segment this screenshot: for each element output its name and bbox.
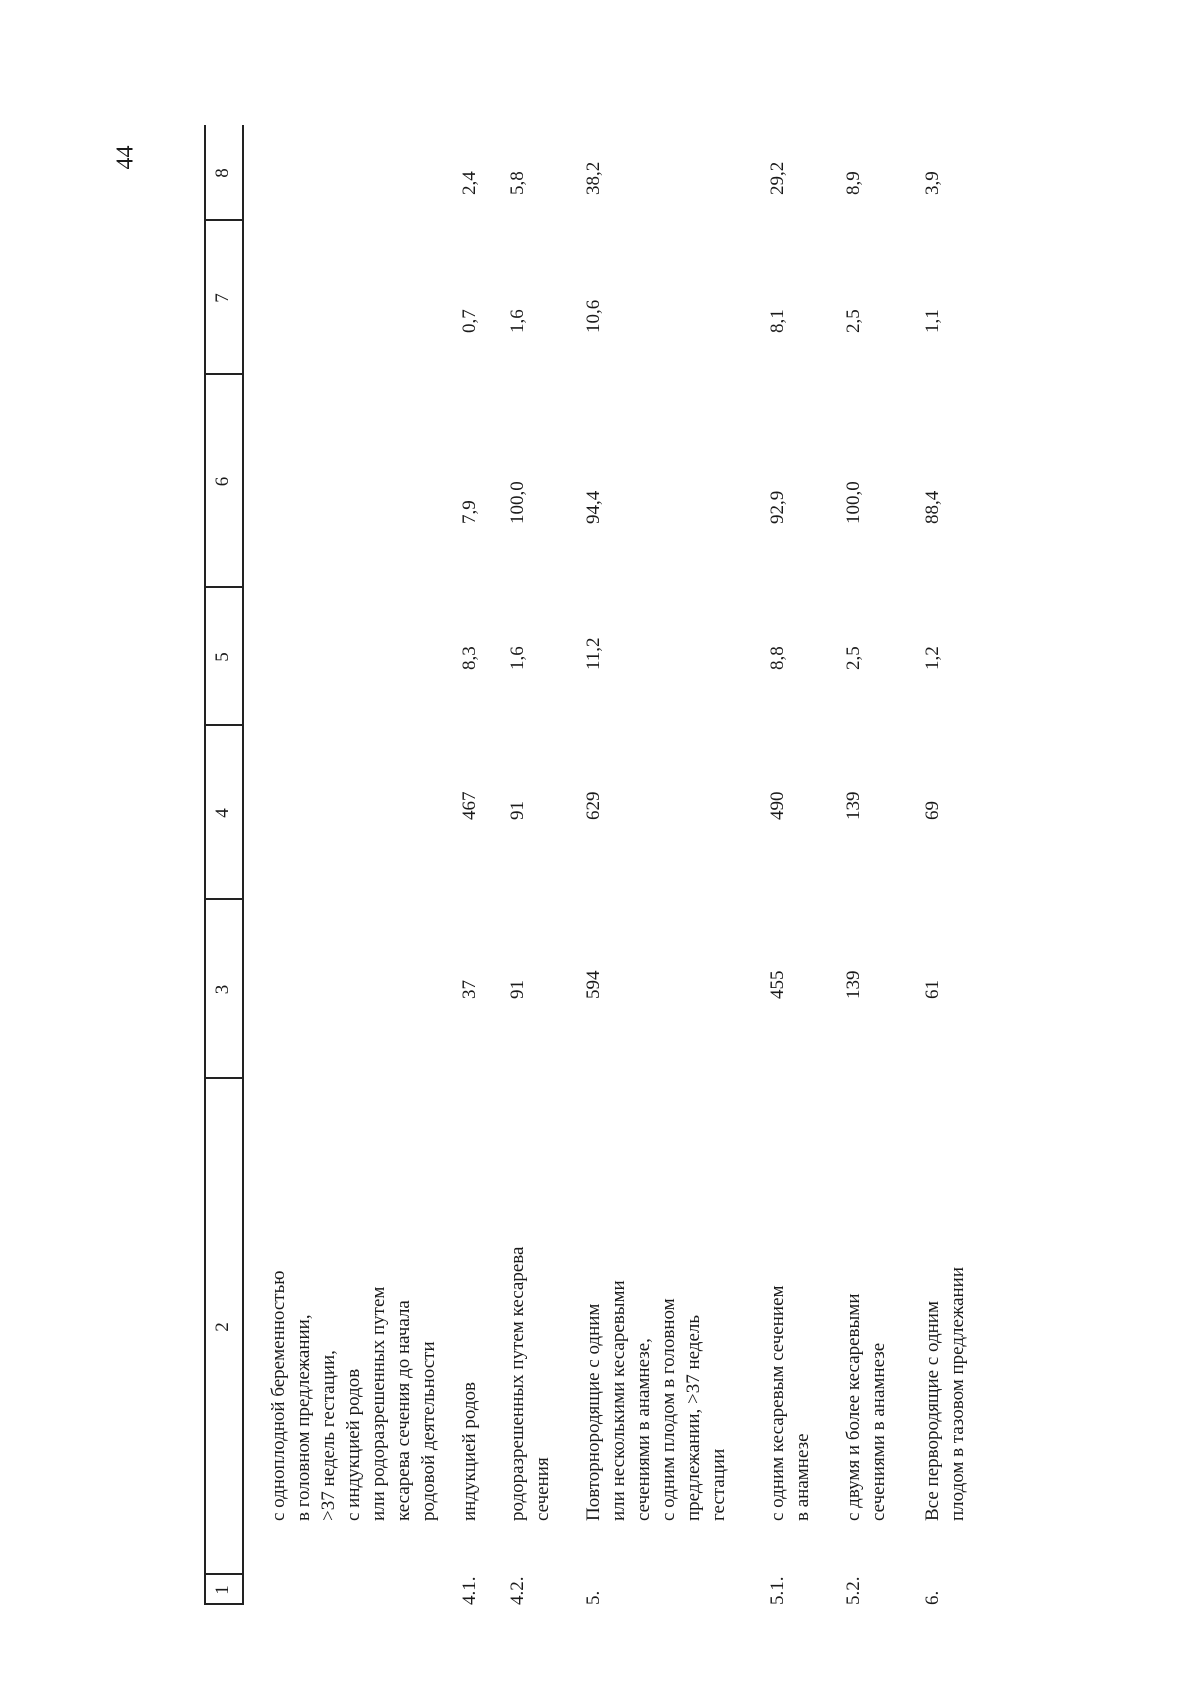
cell-col8: 2,4 xyxy=(459,171,480,195)
description-line: сечения xyxy=(532,1457,553,1521)
row-description xyxy=(581,1280,731,1521)
cell-col5: 8,3 xyxy=(459,646,480,670)
row-description xyxy=(841,1294,891,1522)
cell-col3: 61 xyxy=(922,980,943,999)
row-id: 5. xyxy=(583,1590,604,1605)
col-header-3: 3 xyxy=(212,984,233,995)
cell-col4: 91 xyxy=(507,801,528,820)
cell-col3: 594 xyxy=(583,970,604,999)
cell-col8: 8,9 xyxy=(843,171,864,195)
cell-col8: 5,8 xyxy=(507,171,528,195)
cell-col7: 1,6 xyxy=(507,309,528,333)
row-id: 5.1. xyxy=(767,1576,788,1605)
col-header-8: 8 xyxy=(212,168,233,178)
cell-col3: 139 xyxy=(843,970,864,999)
description-line: Все первородящие с одним xyxy=(922,1301,943,1521)
cell-col6: 100,0 xyxy=(507,481,528,524)
cell-col8: 29,2 xyxy=(767,161,788,195)
cell-col3: 91 xyxy=(507,980,528,999)
cell-col5: 11,2 xyxy=(583,637,604,670)
cell-col4: 629 xyxy=(583,791,604,820)
cell-col5: 8,8 xyxy=(767,646,788,670)
col-header-2: 2 xyxy=(212,1322,233,1332)
cell-col5: 1,2 xyxy=(922,646,943,670)
description-line: Повторнородящие с одним xyxy=(583,1303,604,1521)
col-header-5: 5 xyxy=(212,652,233,662)
cell-col3: 37 xyxy=(459,980,480,999)
row-id: 4.1. xyxy=(459,1576,480,1605)
cell-col4: 467 xyxy=(459,791,480,820)
description-line: или несколькими кесаревыми xyxy=(608,1280,629,1521)
description-line: >37 недель гестации, xyxy=(318,1350,339,1521)
cell-col8: 3,9 xyxy=(922,171,943,195)
continuation-description xyxy=(266,1271,441,1521)
description-line: с индукцией родов xyxy=(343,1368,364,1521)
col-header-6: 6 xyxy=(212,476,233,487)
cell-col7: 0,7 xyxy=(459,309,480,333)
cell-col3: 455 xyxy=(767,970,788,999)
description-line: гестации xyxy=(708,1448,729,1521)
description-line: с одним кесаревым сечением xyxy=(767,1285,788,1521)
cell-col4: 69 xyxy=(922,801,943,820)
cell-col4: 139 xyxy=(843,791,864,820)
description-line: с одноплодной беременностью xyxy=(268,1270,289,1521)
col-header-4: 4 xyxy=(212,808,233,818)
cell-col7: 8,1 xyxy=(767,309,788,333)
cell-col6: 7,9 xyxy=(459,500,480,524)
table-header-rule xyxy=(242,125,244,1605)
cell-col7: 10,6 xyxy=(583,299,604,333)
col-header-1: 1 xyxy=(212,1585,233,1595)
rotated-table xyxy=(204,125,1064,1605)
description-line: кесарева сечения до начала xyxy=(393,1300,414,1521)
row-id: 6. xyxy=(922,1590,943,1605)
description-line: родоразрешенных путем кесарева xyxy=(507,1246,528,1521)
cell-col5: 1,6 xyxy=(507,646,528,670)
description-line: или родоразрешенных путем xyxy=(368,1286,389,1521)
row-description xyxy=(505,1247,555,1521)
description-line: в анамнезе xyxy=(792,1433,813,1521)
cell-col5: 2,5 xyxy=(843,646,864,670)
cell-col6: 100,0 xyxy=(843,481,864,524)
cell-col6: 88,4 xyxy=(922,490,943,524)
description-line: с двумя и более кесаревыми xyxy=(843,1293,864,1521)
cell-col7: 1,1 xyxy=(922,309,943,333)
description-line: родовой деятельности xyxy=(418,1341,439,1521)
cell-col6: 94,4 xyxy=(583,490,604,524)
cell-col7: 2,5 xyxy=(843,309,864,333)
cell-col6: 92,9 xyxy=(767,490,788,524)
page-number: 44 xyxy=(112,145,139,170)
row-id: 4.2. xyxy=(507,1576,528,1605)
row-description xyxy=(920,1267,970,1521)
cell-col4: 490 xyxy=(767,791,788,820)
row-description xyxy=(457,1382,482,1521)
description-line: плодом в тазовом предлежании xyxy=(947,1266,968,1521)
row-id: 5.2. xyxy=(843,1576,864,1605)
description-line: с одним плодом в головном xyxy=(658,1298,679,1521)
cell-col8: 38,2 xyxy=(583,161,604,195)
col-header-7: 7 xyxy=(212,293,233,303)
description-line: в головном предлежании, xyxy=(293,1314,314,1521)
description-line: сечениями в анамнезе, xyxy=(633,1338,654,1521)
description-line: индукцией родов xyxy=(459,1381,480,1521)
description-line: предлежании, >37 недель xyxy=(683,1314,704,1521)
row-description xyxy=(765,1285,815,1521)
description-line: сечениями в анамнезе xyxy=(868,1342,889,1521)
